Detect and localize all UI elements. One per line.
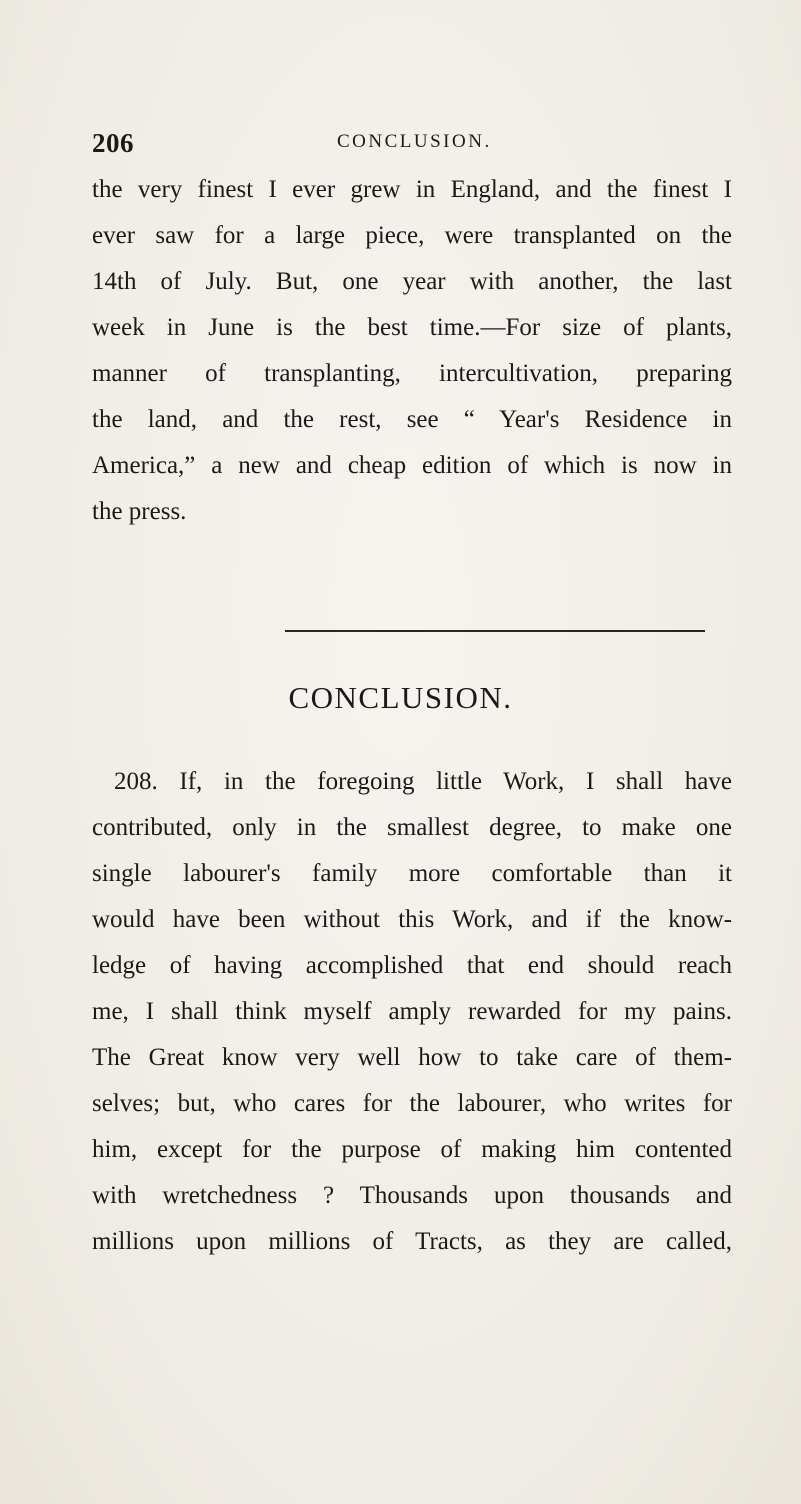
text-line: America,” a new and cheap edition of which is now in [92, 452, 732, 479]
text-line: him, except for the purpose of making him contented [92, 1136, 732, 1163]
text-line: the press. [92, 498, 187, 525]
running-title: CONCLUSION. [337, 131, 492, 152]
paragraph-transplanting [92, 167, 732, 535]
section-heading: CONCLUSION. [288, 680, 513, 715]
running-head [92, 128, 712, 158]
text-line: the land, and the rest, see “ Year's Residence in [92, 406, 732, 433]
text-line: me, I shall think myself amply rewarded for my pains. [92, 998, 732, 1025]
text-line: millions upon millions of Tracts, as they are called, [92, 1228, 732, 1255]
text-line: manner of transplanting, intercultivation, preparing [92, 360, 732, 387]
text-line: would have been without this Work, and if the know- [92, 906, 732, 933]
text-line: selves; but, who cares for the labourer, who writes for [92, 1090, 732, 1117]
text-line: the very finest I ever grew in England, and the finest I [92, 176, 732, 203]
text-line: If, in the foregoing little Work, I shall have [179, 768, 733, 795]
text-line: ledge of having accomplished that end should reach [92, 952, 732, 979]
paragraph-number: 208. [114, 768, 158, 795]
section-divider [285, 630, 705, 632]
text-line: The Great know very well how to take care of them- [92, 1044, 732, 1071]
text-line: with wretchedness ? Thousands upon thousands and [92, 1182, 732, 1209]
paragraph-conclusion [92, 759, 732, 1265]
text-line: single labourer's family more comfortable than it [92, 860, 732, 887]
text-line: contributed, only in the smallest degree, to make one [92, 814, 732, 841]
page-number: 206 [92, 128, 134, 158]
text-line: ever saw for a large piece, were transplanted on the [92, 222, 732, 249]
text-line-first [92, 759, 732, 805]
text-line: week in June is the best time.—For size of plants, [92, 314, 732, 341]
text-line: 14th of July. But, one year with another, the last [92, 268, 732, 295]
